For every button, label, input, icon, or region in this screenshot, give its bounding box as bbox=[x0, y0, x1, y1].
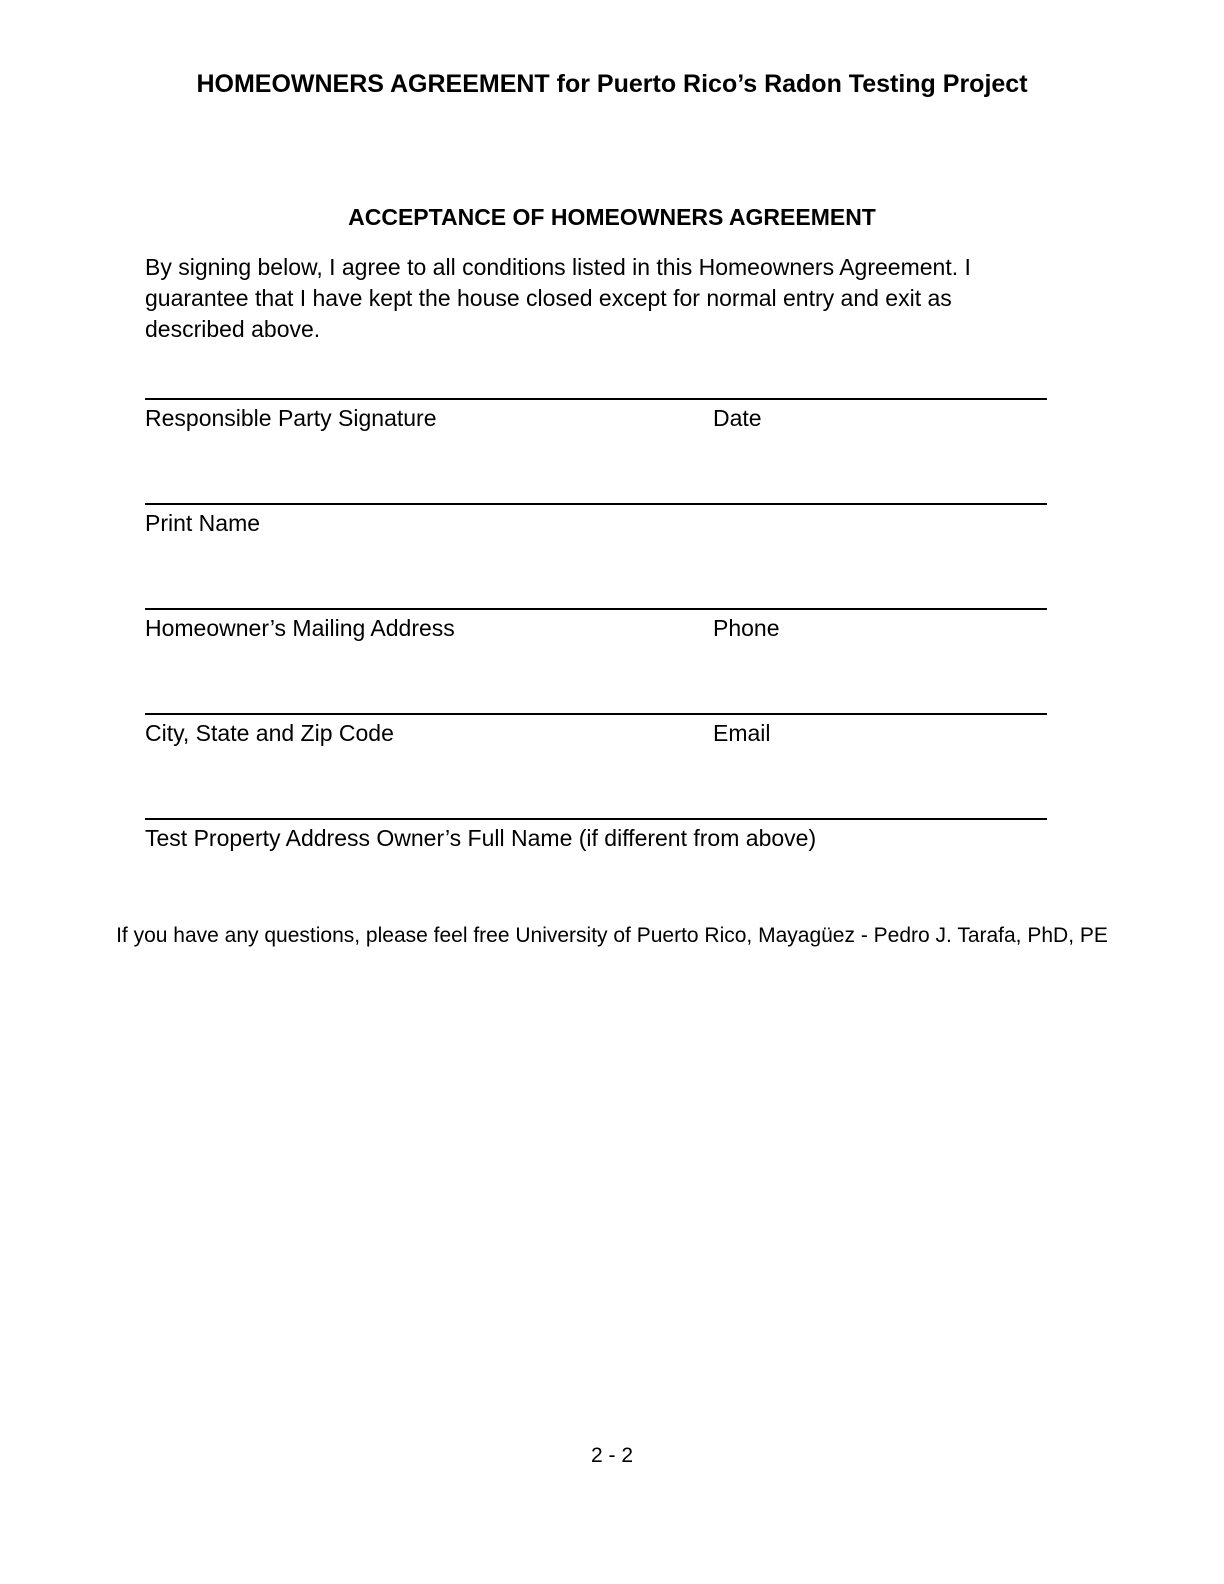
field-label-row bbox=[145, 400, 1047, 432]
page-number: 2 - 2 bbox=[590, 1444, 634, 1467]
print-name-field-block bbox=[145, 503, 1047, 537]
city-state-zip-field-block bbox=[145, 713, 1047, 747]
field-label-email: Email bbox=[713, 720, 771, 746]
agreement-paragraph: By signing below, I agree to all conditions listed in this Homeowners Agreement. I guarantee that I have kept the house closed except for normal entry and exit as described above. bbox=[145, 254, 971, 342]
field-label-row bbox=[145, 610, 1047, 642]
field-label-mailing-address: Homeowner’s Mailing Address bbox=[145, 615, 455, 641]
field-label-city-state-zip: City, State and Zip Code bbox=[145, 720, 394, 746]
test-property-owner-field-block bbox=[145, 818, 1047, 852]
contact-note: If you have any questions, please feel free University of Puerto Rico, Mayagüez - Pedro J. Tarafa, PhD, PE bbox=[116, 924, 1108, 947]
field-label-phone: Phone bbox=[713, 615, 780, 641]
signature-field-block bbox=[145, 398, 1047, 432]
field-label-print-name: Print Name bbox=[145, 510, 261, 536]
field-label-row bbox=[145, 505, 1047, 537]
field-label-row bbox=[145, 820, 1047, 852]
field-label-row bbox=[145, 715, 1047, 747]
field-label-responsible-party-signature: Responsible Party Signature bbox=[145, 405, 437, 431]
page-title: HOMEOWNERS AGREEMENT for Puerto Rico’s Radon Testing Project bbox=[196, 70, 1028, 98]
section-heading: ACCEPTANCE OF HOMEOWNERS AGREEMENT bbox=[348, 204, 876, 230]
field-label-date: Date bbox=[713, 405, 762, 431]
mailing-address-field-block bbox=[145, 608, 1047, 642]
field-label-test-property-owner-name: Test Property Address Owner’s Full Name (if different from above) bbox=[145, 825, 817, 851]
